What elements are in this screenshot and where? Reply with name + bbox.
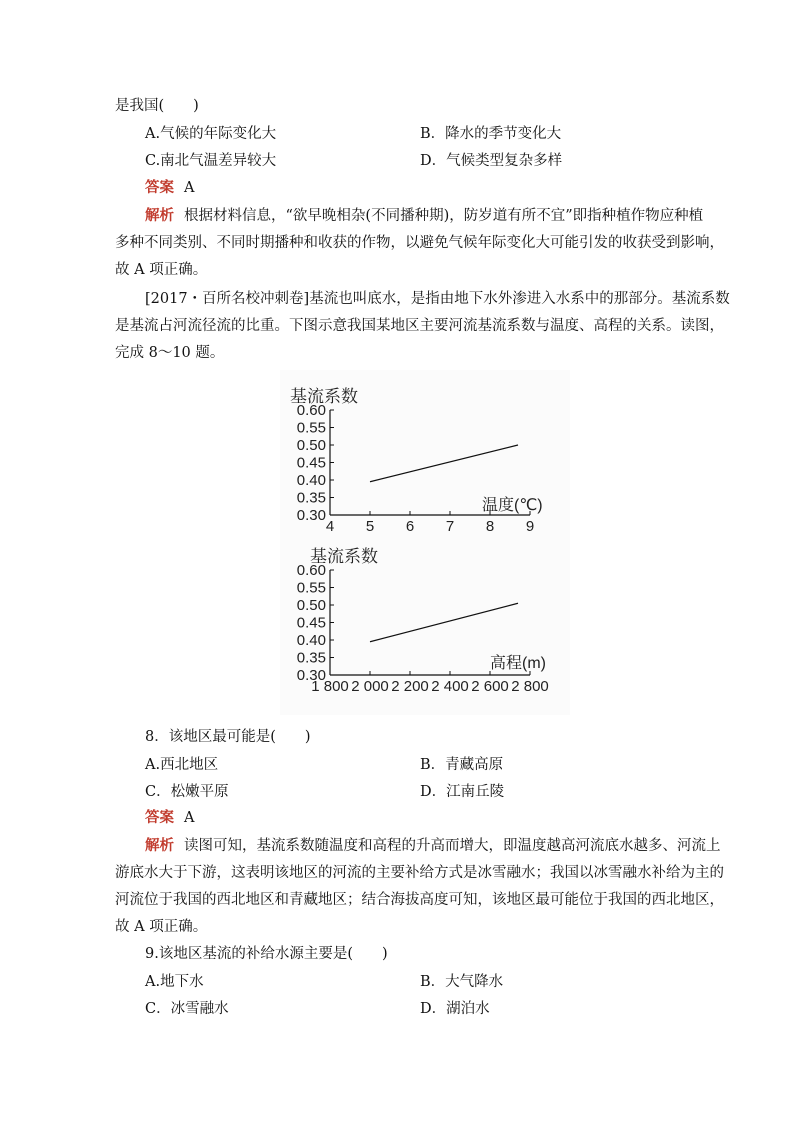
x-tick-label: 7 (445, 518, 455, 535)
y-tick-label: 0.60 (296, 562, 326, 579)
q8-explanation-line-3: 河流位于我国的西北地区和青藏地区；结合海拔高度可知，该地区最可能位于我国的西北地区， (115, 892, 724, 908)
chart2-title: 基流系数 (310, 547, 378, 566)
x-tick-label: 2 200 (391, 678, 429, 695)
q7-answer (145, 178, 194, 198)
q7-option-b[interactable]: B．降水的季节变化大 (420, 126, 562, 142)
y-tick-label: 0.30 (296, 507, 326, 524)
question-9-stem: 9.该地区基流的补给水源主要是( ) (145, 946, 388, 962)
chart2-series-line (370, 603, 518, 642)
q7-explanation-line-1 (145, 206, 703, 226)
q7-option-a[interactable]: A.气候的年际变化大 (145, 126, 277, 142)
y-tick-label: 0.35 (296, 649, 326, 667)
x-tick-label: 6 (405, 518, 415, 535)
x-tick-label: 9 (525, 518, 535, 535)
y-tick-label: 0.45 (296, 614, 326, 632)
x-tick-label: 5 (365, 518, 375, 535)
y-tick-label: 0.40 (296, 632, 326, 649)
chart1-title: 基流系数 (290, 387, 358, 406)
q8-explanation-line-2: 游底水大于下游，这表明该地区的河流的主要补给方式是冰雪融水；我国以冰雪融水补给为主的 (115, 865, 724, 881)
y-tick-label: 0.55 (296, 579, 326, 597)
y-tick-label: 0.30 (296, 667, 326, 684)
chart1-series-line (370, 445, 518, 482)
y-tick-label: 0.40 (296, 472, 326, 489)
q7-explanation-line-2: 多种不同类别、不同时期播种和收获的作物，以避免气候年际变化大可能引发的收获受到影响， (115, 235, 724, 251)
explanation-text: 读图可知，基流系数随温度和高程的升高而增大，即温度越高河流底水越多、河流上 (184, 838, 721, 854)
explanation-text: 根据材料信息，“欲早晚相杂(不同播种期)，防岁道有所不宜”即指种植作物应种植 (184, 208, 704, 224)
q8-option-c[interactable]: C．松嫩平原 (145, 784, 229, 800)
q8-explanation-line-4: 故 A 项正确。 (115, 919, 208, 935)
x-tick-label: 4 (325, 518, 335, 535)
q7-option-d[interactable]: D．气候类型复杂多样 (420, 153, 563, 169)
y-tick-label: 0.35 (296, 489, 326, 507)
question-8-stem: 8．该地区最可能是( ) (145, 729, 311, 745)
x-tick-label: 8 (485, 518, 495, 535)
q8-option-b[interactable]: B．青藏高原 (420, 757, 504, 773)
q9-option-d[interactable]: D．湖泊水 (420, 1001, 490, 1017)
x-tick-label: 2 400 (431, 678, 469, 695)
y-tick-label: 0.50 (296, 437, 326, 454)
explanation-label: 解析 (145, 837, 174, 854)
chart1-y-ticks (297, 402, 334, 524)
chart1-x-label: 温度(℃) (482, 497, 543, 514)
q9-option-c[interactable]: C．冰雪融水 (145, 1001, 229, 1017)
question-7-stem-tail: 是我国( ) (115, 98, 199, 114)
q8-answer (145, 808, 194, 828)
intro-line-1: [2017・百所名校冲刺卷]基流也叫底水，是指由地下水外渗进入水系中的那部分。基流系数 (145, 291, 730, 307)
x-tick-label: 2 000 (351, 678, 389, 695)
x-tick-label: 1 800 (311, 678, 349, 695)
answer-value: A (184, 180, 195, 196)
q9-option-b[interactable]: B．大气降水 (420, 974, 504, 990)
answer-label: 答案 (145, 179, 174, 196)
q7-option-c[interactable]: C.南北气温差异较大 (145, 153, 277, 169)
q9-option-a[interactable]: A.地下水 (145, 974, 204, 990)
chart2-y-ticks (297, 562, 334, 684)
y-tick-label: 0.50 (296, 597, 326, 614)
x-tick-label: 2 600 (471, 678, 509, 695)
x-tick-label: 2 800 (511, 678, 549, 695)
baseflow-charts (280, 370, 570, 715)
explanation-label: 解析 (145, 207, 174, 224)
q7-explanation-line-3: 故 A 项正确。 (115, 262, 208, 278)
intro-line-2: 是基流占河流径流的比重。下图示意我国某地区主要河流基流系数与温度、高程的关系。读图， (115, 318, 724, 334)
answer-label: 答案 (145, 809, 174, 826)
answer-value: A (184, 810, 195, 826)
q8-option-d[interactable]: D．江南丘陵 (420, 784, 505, 800)
q8-option-a[interactable]: A.西北地区 (145, 757, 219, 773)
y-tick-label: 0.60 (296, 402, 326, 419)
intro-line-3: 完成 8～10 题。 (115, 345, 225, 361)
chart2-x-label: 高程(m) (490, 655, 546, 672)
y-tick-label: 0.55 (296, 419, 326, 437)
q8-explanation-line-1 (145, 836, 721, 856)
y-tick-label: 0.45 (296, 454, 326, 472)
